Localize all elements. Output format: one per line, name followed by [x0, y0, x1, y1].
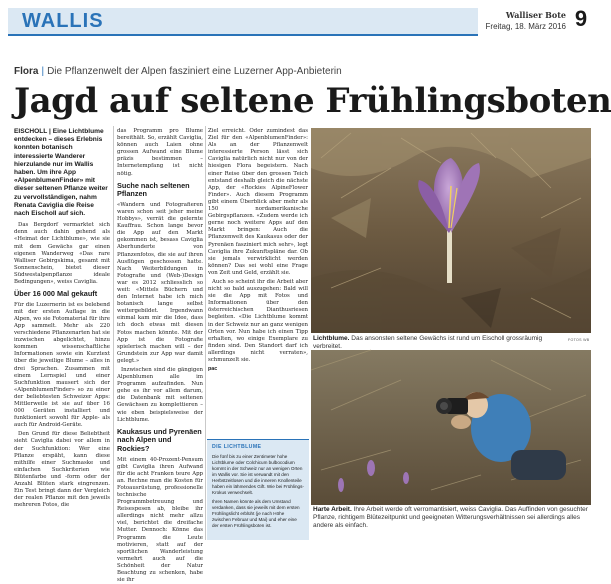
body-paragraph: Ziel erreicht. Oder zumindest das Ziel für den «AlpenblumenFinder»: Als an der Pflanzenwelt interessierte Person lässt sich Caviglia natürlich nicht nur von der hiesigen Flora begeistern. Nach einer Reise über den grossen Teich entstand deshalb gleich die nächste App, der «Rockies AlpineFlower Finder». Auch diesem Programm gibt einem Überblick aber mehr als 150 nordamerikanische Gebirgspflanzen. «Zudem werde ich gerne noch weitere Apps auf den Markt bringen: Auch die Pflanzenwelt des Kaukasus oder der Pyrenäen fasziniert mich sehr», legt Caviglia ihre Zukunftspläne dar. Ob sie jemals verwirklicht werden können? Das sei wohl eine Frage von Zeit und Geld, erzählt sie.	[208, 128, 308, 276]
body-paragraph: das Programm pro Blume bereithält. So, erzählt Caviglia, können auch Laien ohne grossen Aufwand eine Blume präzis bestimmen – Internetempfang ist nicht nötig.	[117, 128, 203, 177]
article-lead: EISCHOLL | Eine Lichtblume entdecken – dieses Erlebnis konnten botanisch interessierte Wanderer hierzulande nur im Wallis haben. Um ihre App «AlpenblumenFinder» mit dieser seltenen Pflanze weiter zu vervollständigen, nahm Renata Caviglia die Reise nach Eischoll auf sich.	[14, 128, 108, 218]
column-divider	[113, 126, 114, 540]
article-kicker	[14, 66, 342, 77]
column-divider	[205, 126, 206, 540]
caption-lead: Harte Arbeit.	[313, 506, 352, 513]
kicker-separator: |	[41, 66, 45, 77]
subheading: Über 16 000 Mal gekauft	[14, 289, 98, 299]
info-box-paragraph: Die fünf bis zu einer Zentimeter hohe Lichtblume oder Colchicum bulbocodium kommt in der Schweiz nur an wenigen Orten im Wallis vor. Sie ist verwandt mit den Herbstzeitlosen und die inneren Knollenteile haben ein lähmendes Gift. Wie bei Frühlings-Krokus verwechselt.	[212, 454, 304, 495]
body-paragraph: Das Bergdorf vermarktet sich denn auch dahin gehend als «Heimat der Lichtblume», wie sie mit dem Gewächs gar einen eigenen Wanderweg «Das rare Walliser Gebirgskima, gesamt mit Sonnenschein, bietet dieser Südwestalpenpflanze ideale Bedingungen», weiss Caviglia.	[14, 222, 110, 285]
section-title: WALLIS	[22, 10, 104, 32]
kicker-text: Die Pflanzenwelt der Alpen fasziniert eine Luzerner App-Anbieterin	[47, 66, 342, 77]
photo-caption-photographer	[313, 506, 593, 530]
publication-date: Freitag, 18. März 2016	[485, 22, 566, 31]
photo-lichtblume	[311, 128, 591, 333]
photographer-image	[311, 350, 591, 505]
body-paragraph: Für die Luzernerin ist es belebend mit der ersten Auflage in die Alpen, wo sie Fotomaterial für ihre App sammelt. Mehr als 220 verschiedene Pflanzenarten hat sie inzwischen abgelichtet, hinzu kommen wissenschaftliche Informationen sowie ein Kurztext über die jeweilige Blume – alles in drei Sprachen. Zusammen mit einem Lernspiel und einer Suchfunktion mausert sich der «AlpenblumenFinder» so zu einer der beliebtesten Schweizer Apps: Mittlerweile ist sie auf über 16 000 Geräten installiert und funktioniert sowohl für Apple- als auch für Android-Geräte.	[14, 301, 110, 429]
kicker-topic: Flora	[14, 66, 39, 77]
photo-photographer	[311, 350, 591, 505]
section-banner	[8, 8, 478, 36]
author-signature: pac	[208, 366, 218, 373]
article-headline: Jagd auf seltene Frühlingsboten	[14, 81, 611, 121]
page-header	[8, 6, 592, 38]
caption-text: Das ansonsten seltene Gewächs ist rund um Eischoll grossräumig verbreitet.	[313, 335, 543, 350]
body-paragraph: Mit einem 40-Prozent-Pensum gibt Caviglia ihren Aufwand für die acht Franken teure App an. Rechne man die Kosten für Fotoausrüstung, professionelle technische Programmbetreuung und Reisespesen ab, bleibe ihr allerdings nicht mehr allzu viel, berichtet die dreifache Mutter. Dennoch: Könne das Programm die Leute motivieren, statt auf der sportlichen Wanderleistung vermehrt auch auf die Schönheit der Natur Beachtung zu schenken, habe sie ihr	[117, 456, 203, 584]
newspaper-name: Walliser Bote	[505, 10, 566, 20]
info-box	[207, 439, 309, 540]
body-paragraph: «Wandern und Fotografieren waren schon seit jeher meine Hobbys», verrät die gelernte Kauffrau. Schon lange bevor die App auf den Markt gekommen ist, besass Caviglia Aberhunderte von Pflanzenfotos, die sie auf ihren Ausflügen geschossen hatte. Nach Weiterbildungen in Fotografie und (Web-)Design war es 2012 schliesslich so weit: «Mittels Büchern und den Internet habe ich mich botanisch lange selbst weitergebildet. Irgendwann einmal kam mir die Idee, dass ich doch etwas mit diesen Fotos machen könnte. Mit der App ist die Fotografie spielerisch machen will – der Grundstein zur App war damit gelegt.»	[117, 201, 203, 364]
subheading: Kaukasus und Pyrenäen nach Alpen und Rockies?	[117, 426, 202, 453]
subheading: Suche nach seltenen Pflanzen	[117, 180, 190, 199]
page-number: 9	[574, 6, 588, 31]
body-paragraph: Den Grund für diese Beliebtheit sieht Caviglia dabei vor allem in der Suchfunktion: Wer eine Pflanze erspäht, kann diese mithilfe einer Suchmaske und einfachen Suchkriterien wie Blütenfarbe und -form oder der Anzahl Blüten stark eingrenzen. Ein Test bringt dann der Vergleich der realen Pflanze mit den jeweils mehreren Fotos, die	[14, 431, 110, 509]
caption-lead: Lichtblume.	[313, 335, 350, 342]
info-box-title: DIE LICHTBLUME	[212, 444, 262, 450]
photo-credit: FOTOS WB	[568, 338, 590, 342]
crocus-flower-image	[311, 128, 591, 333]
article-column-1	[14, 128, 110, 540]
photo-caption-lichtblume	[313, 335, 563, 351]
article-column-2	[117, 128, 203, 584]
article-column-3	[208, 128, 308, 434]
info-box-paragraph: Ihren Namen könnte als dem Umstand verdanken, dass sie jeweils mit dem ersten Frühlingslicht erblüht (je nach Höhe zwischen Februar und Mai) und eher eine der ersten Frühlingsboten ist.	[212, 499, 300, 528]
body-paragraph: Auch so scheint ihr die Arbeit aber nicht so bald auszugehen: Bald will sie die App mit Fotos und Informationen über den österreichischen Dianthusriesen begleiten. «Die Lichtblume kommt in der Schweiz nur an ganz wenigen Orten vor. Nun habe ich einen Tipp erhalten, wo einige Exemplare zu finden sind. Den Standort darf ich allerdings nicht verraten», schmunzelt sie.	[208, 278, 308, 363]
body-paragraph: Inzwischen sind die gängigen Alpenblumen alle im Programm aufzufinden. Nun gehe es ihr vor allem darum, die Datenbank mit seltenen Gewächsen zu komplettieren – wie eben beispielsweise der Lichtblume.	[117, 367, 203, 423]
caption-text: Ihre Arbeit werde oft verromantisiert, weiss Caviglia. Das Auffinden von gesuchter Pflanze, richtigem Blütezeitpunkt und geeigneten Witterungsverhältnissen sei allerdings alles andere als einfach.	[313, 506, 588, 529]
